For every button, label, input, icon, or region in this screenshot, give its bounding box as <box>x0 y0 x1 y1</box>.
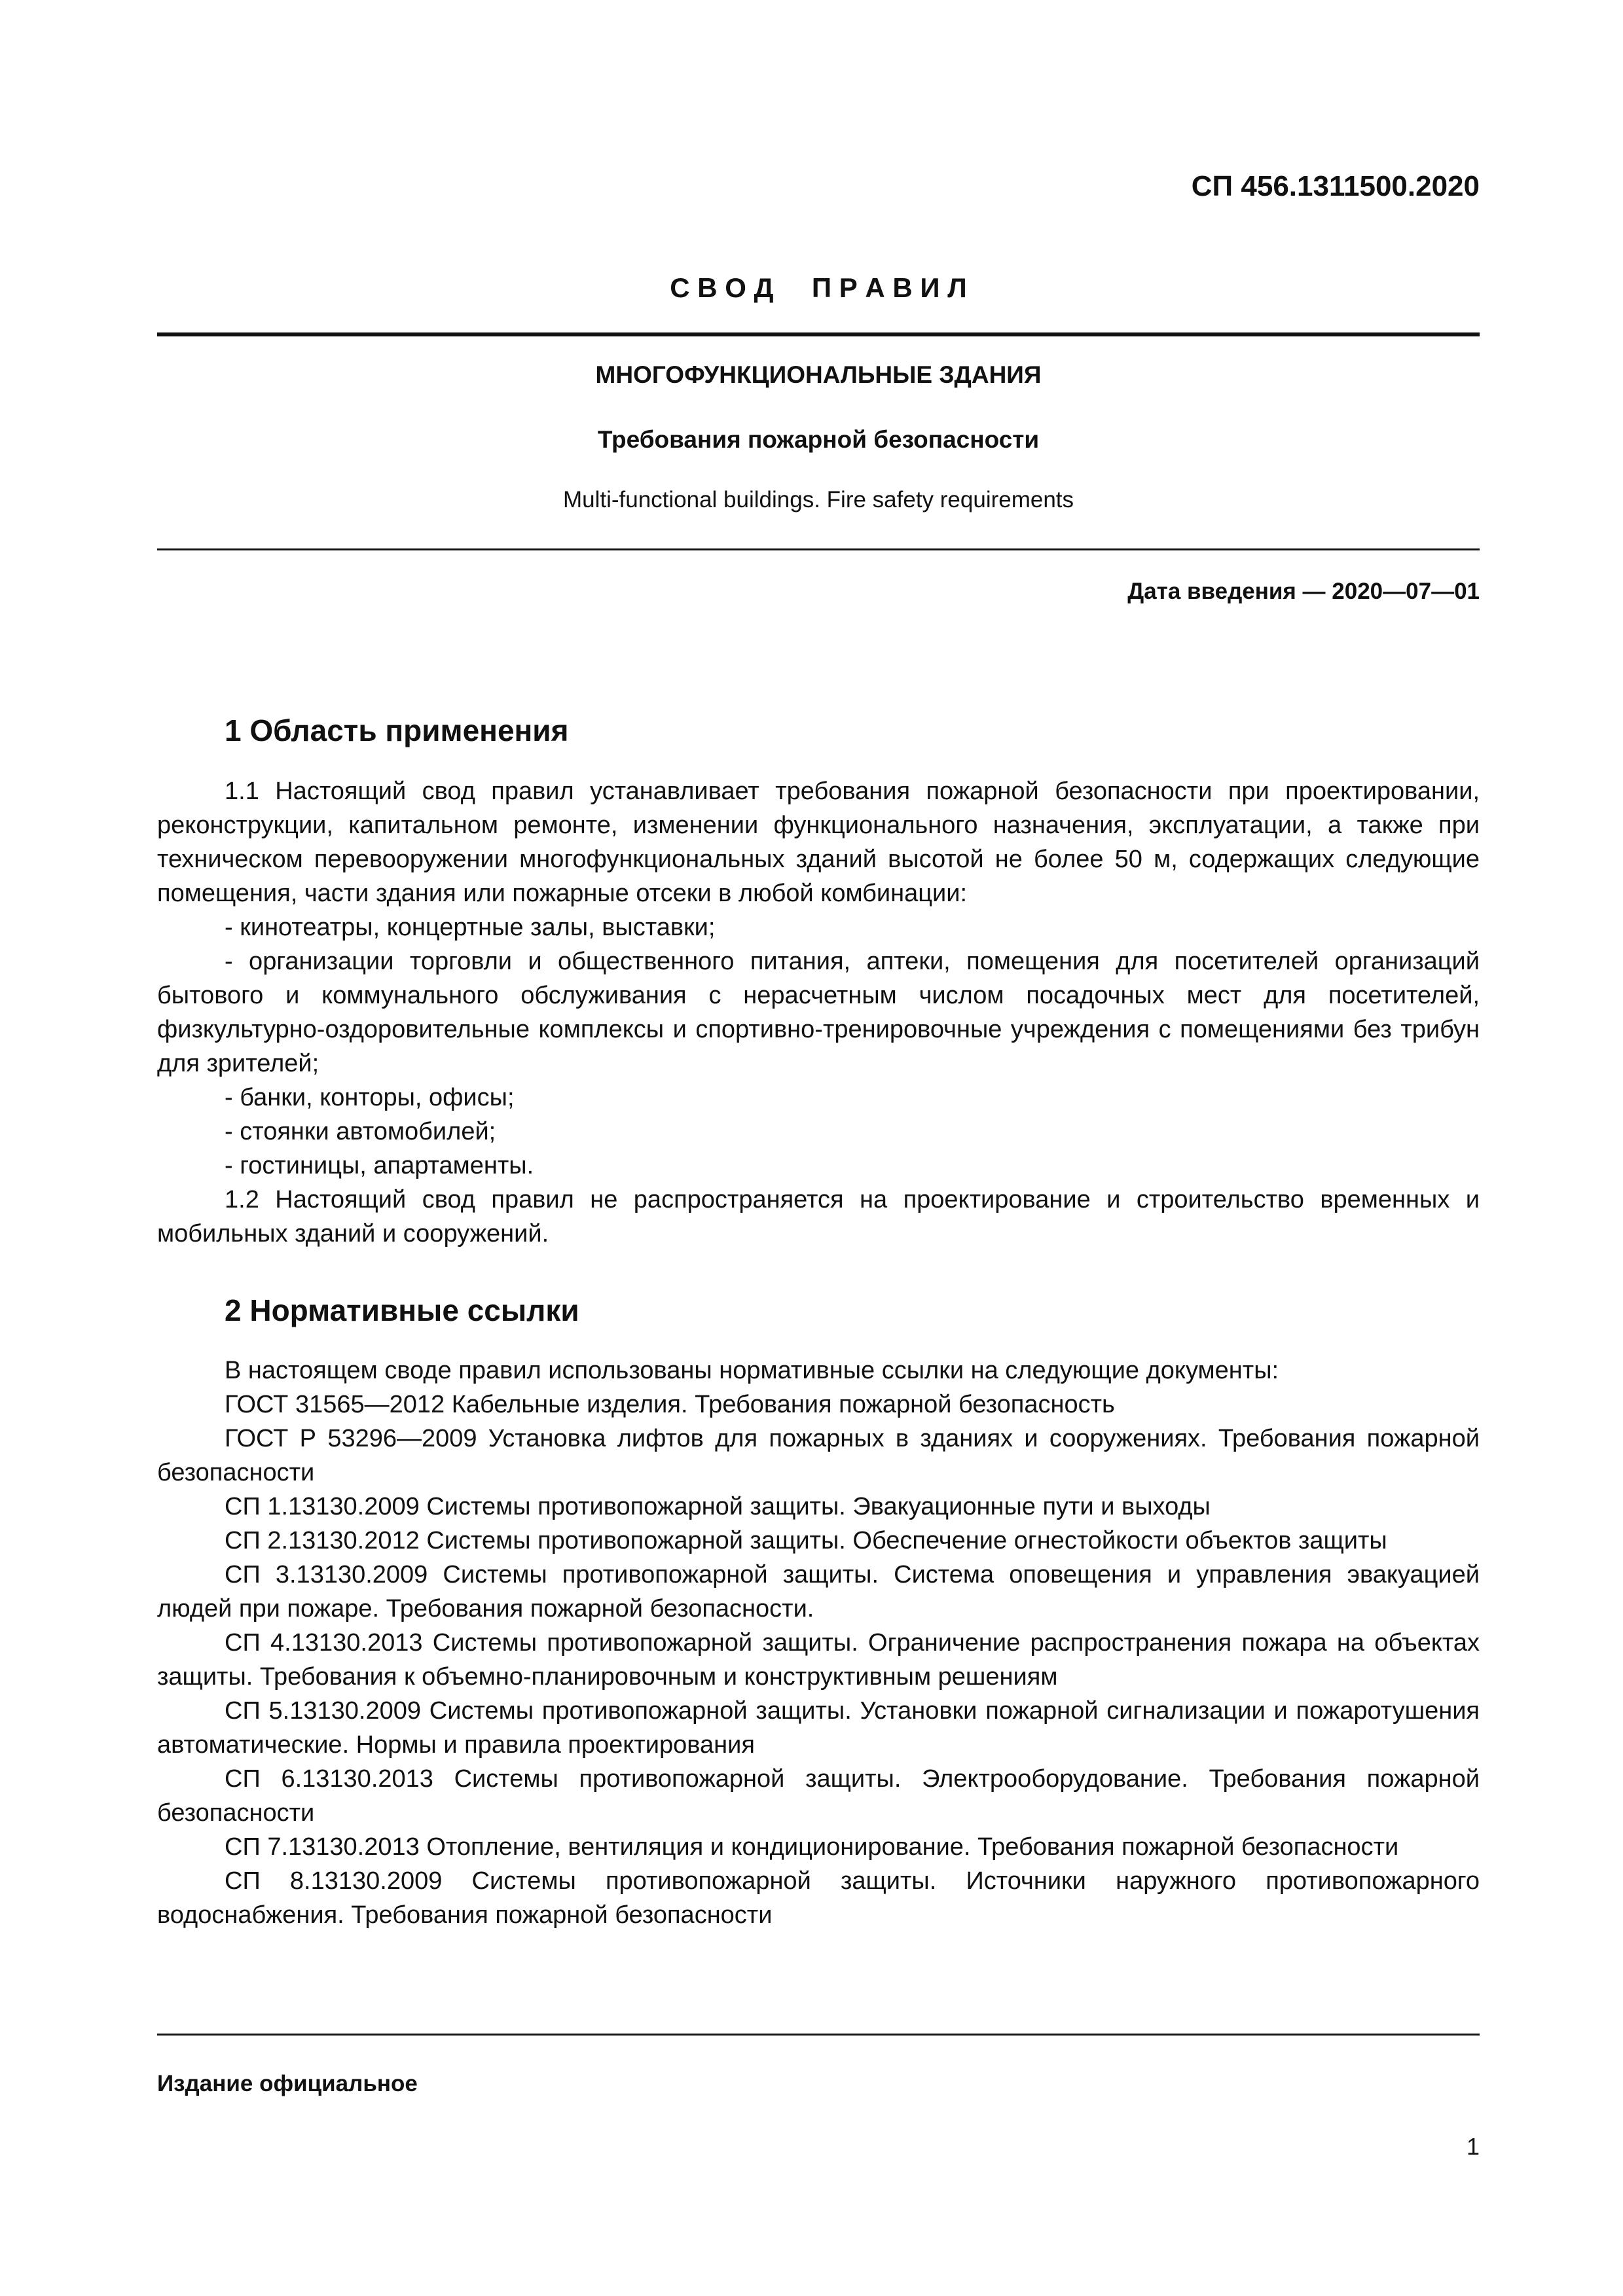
document-subtitle: Требования пожарной безопасности <box>597 426 1040 453</box>
section-1-heading: 1 Область применения <box>225 713 569 747</box>
paragraph-1-2: 1.2 Настоящий свод правил не распространяется на проектирование и строительство временных и мобильных зданий и сооружений. <box>157 1186 1480 1247</box>
document-title: МНОГОФУНКЦИОНАЛЬНЫЕ ЗДАНИЯ <box>595 361 1042 388</box>
list-item: - организации торговли и общественного питания, аптеки, помещения для посетителей организаций бытового и коммунального обслуживания с нерасчетным числом посадочных мест для посетителей, физкультурно-оздоровительные комплексы и спортивно-тренировочные учреждения с помещениями без трибун для зрителей; <box>157 948 1480 1077</box>
reference-item: СП 5.13130.2009 Системы противопожарной защиты. Установки пожарной сигнализации и пожаротушения автоматические. Нормы и правила проектирования <box>157 1697 1480 1759</box>
document-code: СП 456.1311500.2020 <box>1191 170 1480 202</box>
footer-divider <box>157 2034 1480 2036</box>
list-item: - стоянки автомобилей; <box>225 1118 496 1145</box>
english-title: Multi-functional buildings. Fire safety requirements <box>562 487 1074 512</box>
reference-item: СП 8.13130.2009 Системы противопожарной защиты. Источники наружного противопожарного водоснабжения. Требования пожарной безопасности <box>157 1867 1480 1929</box>
heading-label: С В О Д П Р А В И Л <box>670 272 967 303</box>
list-item: - гостиницы, апартаменты. <box>225 1152 534 1179</box>
reference-item: СП 7.13130.2013 Отопление, вентиляция и кондиционирование. Требования пожарной безопасности <box>225 1833 1399 1861</box>
title-divider <box>157 548 1480 550</box>
references-intro: В настоящем своде правил использованы нормативные ссылки на следующие документы: <box>225 1357 1279 1384</box>
list-item: - банки, конторы, офисы; <box>225 1084 515 1111</box>
paragraph-1-1: 1.1 Настоящий свод правил устанавливает требования пожарной безопасности при проектировании, реконструкции, капитальном ремонте, изменении функционального назначения, эксплуатации, а также при техническом перевооружении многофункциональных зданий высотой не более 50 м, содержащих следующие помещения, части здания или пожарные отсеки в любой комбинации: <box>157 778 1480 907</box>
reference-item: ГОСТ Р 53296—2009 Установка лифтов для пожарных в зданиях и сооружениях. Требования пожарной безопасности <box>157 1425 1480 1486</box>
reference-item: СП 6.13130.2013 Системы противопожарной защиты. Электрооборудование. Требования пожарной безопасности <box>157 1765 1480 1827</box>
effective-date: Дата введения — 2020—07—01 <box>1127 579 1480 604</box>
reference-item: СП 1.13130.2009 Системы противопожарной защиты. Эвакуационные пути и выходы <box>225 1493 1211 1520</box>
list-item: - кинотеатры, концертные залы, выставки; <box>225 914 716 941</box>
top-divider <box>157 332 1480 336</box>
reference-item: СП 2.13130.2012 Системы противопожарной защиты. Обеспечение огнестойкости объектов защиты <box>225 1527 1387 1554</box>
section-1-body <box>157 774 1480 1251</box>
reference-item: СП 4.13130.2013 Системы противопожарной защиты. Ограничение распространения пожара на объектах защиты. Требования к объемно-планировочным и конструктивным решениям <box>157 1629 1480 1691</box>
footer-note: Издание официальное <box>157 2071 418 2096</box>
section-2-body <box>157 1354 1480 1932</box>
reference-item: ГОСТ 31565—2012 Кабельные изделия. Требования пожарной безопасность <box>225 1391 1115 1418</box>
reference-item: СП 3.13130.2009 Системы противопожарной защиты. Система оповещения и управления эвакуацией людей при пожаре. Требования пожарной безопасности. <box>157 1561 1480 1623</box>
page-number: 1 <box>1466 2133 1480 2160</box>
section-2-heading: 2 Нормативные ссылки <box>225 1293 579 1327</box>
